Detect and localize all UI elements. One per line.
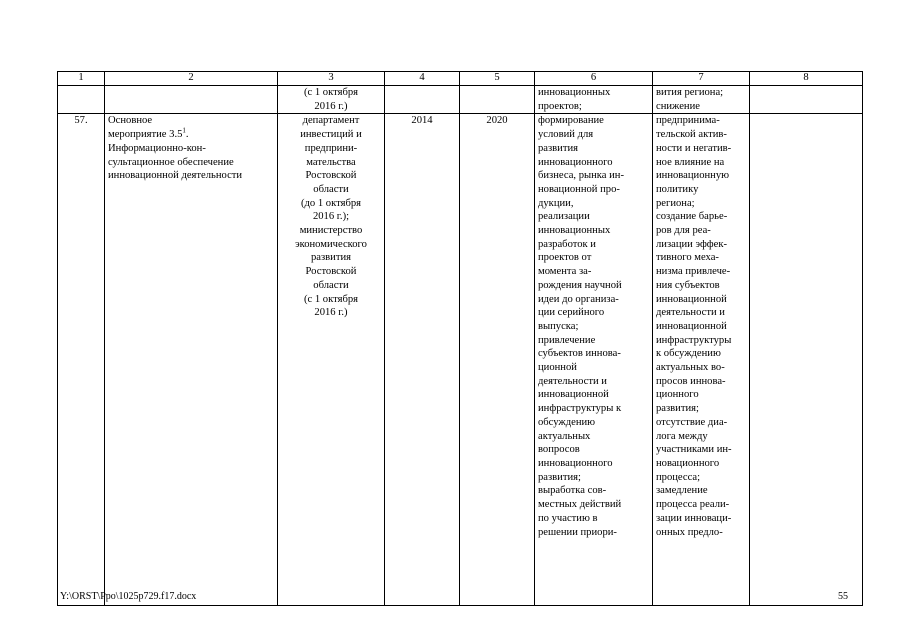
continuation-row [58,86,863,114]
result-line: инновационного [538,156,613,168]
result-line: инфраструктуры к [538,403,622,415]
result-line: выпуска; [538,320,579,332]
consequences-line: ния субъектов [656,279,720,291]
consequences-line: тельской актив- [656,129,727,141]
row-57 [58,114,863,606]
cont-executor-cell [278,86,385,114]
result-line: по участию в [538,512,598,524]
result-line: реализации [538,211,590,223]
result-line: ции серийного [538,307,605,319]
consequences-line: региона; [656,197,695,209]
header-cell-4: 4 [385,72,460,86]
end-year: 2020 [486,115,508,127]
result-line: инновационного [538,457,613,469]
executor-line: департамент [302,115,360,127]
consequences-line: ционного [656,389,699,401]
header-cell-2: 2 [105,72,278,86]
consequences-line: новационного [656,457,720,469]
consequences-line: инновационной [656,293,727,305]
executor-line: мательства [306,156,356,168]
cont-name-cell [105,86,278,114]
consequences-line: тивного меха- [656,252,719,264]
result-line: решении приори- [538,526,617,538]
cont-consequences-line: вития региона; [656,87,724,98]
consequences-line: деятельности и [656,307,725,319]
footer-file-path: Y:\ORST\Ppo\1025p729.f17.docx [60,591,197,602]
cont-result-line: инновационных [538,87,611,98]
result-line: местных действий [538,499,622,511]
measure-name-line: инновационной деятельности [108,170,243,182]
measure-name-line-sup [108,128,274,142]
consequences-line: онных предло- [656,526,723,538]
result-line: выработка сов- [538,485,607,497]
cont-num-cell [58,86,105,114]
result-line: ционной [538,362,577,374]
footnote-mark: 1 [182,126,186,135]
result-line: бизнеса, рынка ин- [538,170,624,182]
header-cell-1: 1 [58,72,105,86]
executor-line: развития [310,252,352,264]
result-line: проектов от [538,252,592,264]
measure-name-line: сультационное обеспечение [108,156,234,168]
cont-result-line: проектов; [538,100,582,112]
result-line: идеи до организа- [538,293,619,305]
consequences-line: актуальных во- [656,362,725,374]
consequences-line: просов иннова- [656,375,726,387]
executor-line: Ростовской [305,266,357,278]
executor-line: 2016 г.); [312,211,350,223]
header-cell-8: 8 [750,72,863,86]
start-year: 2014 [411,115,433,127]
cont-result-cell [535,86,653,114]
executor-line: (с 1 октября [303,293,359,305]
start-year-cell [385,114,460,606]
row-number [58,114,105,606]
consequences-line: создание барье- [656,211,728,223]
result-line: формирование [538,115,604,127]
header-cell-5: 5 [460,72,535,86]
executor-line: Ростовской [305,170,357,182]
result-line: деятельности и [538,375,607,387]
cont-end-cell [460,86,535,114]
row-number-text: 57. [74,115,88,127]
consequences-line: развития; [656,403,699,415]
measure-name-suffix: . [185,129,189,141]
header-cell-6: 6 [535,72,653,86]
executor-line: 2016 г.) [314,307,348,319]
consequences-line: к обсуждению [656,348,721,360]
result-line: субъектов иннова- [538,348,621,360]
measure-name-line: Основное [108,115,153,127]
consequences-line: зации инноваци- [656,512,732,524]
consequences-line: процесса; [656,471,701,483]
measure-name-cell [105,114,278,606]
header-cell-7: 7 [653,72,750,86]
col8-cell [750,114,863,606]
result-line: обсуждению [538,416,596,428]
cont-consequences-cell [653,86,750,114]
result-line: условий для [538,129,594,141]
consequences-line: инновационной [656,320,727,332]
consequences-line: участниками ин- [656,444,732,456]
consequences-line: процесса реали- [656,499,730,511]
consequences-line: отсутствие диа- [656,416,728,428]
cont-executor-line: (с 1 октября [303,87,359,98]
result-line: актуальных [538,430,591,442]
executor-line: экономического [295,238,367,250]
result-line: новационной про- [538,183,620,195]
result-line: момента за- [538,266,592,278]
measure-name-text: мероприятие 3.5 [108,129,183,141]
end-year-cell [460,114,535,606]
cont-executor-line: 2016 г.) [314,100,348,112]
consequences-line: лога между [656,430,708,442]
result-line: разработок и [538,238,596,250]
executor-line: министерство [299,225,363,237]
consequences-line: низма привлече- [656,266,731,278]
cont-start-cell [385,86,460,114]
executor-line: предприни- [304,142,358,154]
measure-name-line: Информационно-кон- [108,142,206,154]
page-number: 55 [838,591,848,602]
header-cell-3: 3 [278,72,385,86]
executor-line: инвестиций и [300,129,362,141]
consequences-line: замедление [656,485,708,497]
result-cell [535,114,653,606]
consequences-cell [653,114,750,606]
consequences-line: инфраструктуры [656,334,732,346]
result-line: развития [538,142,579,154]
measures-table [57,71,863,606]
result-line: инновационных [538,225,611,237]
cont-consequences-line: снижение [656,100,700,112]
consequences-line: политику [656,183,699,195]
consequences-line: ров для реа- [656,225,711,237]
result-line: рождения научной [538,279,622,291]
consequences-line: ное влияние на [656,156,725,168]
consequences-line: инновационную [656,170,730,182]
consequences-line: предпринима- [656,115,720,127]
header-row [58,72,863,86]
executor-line: (до 1 октября [300,197,362,209]
consequences-line: ности и негатив- [656,142,732,154]
result-line: вопросов [538,444,580,456]
result-line: дукции, [538,197,574,209]
consequences-line: лизации эффек- [656,238,728,250]
executor-line: области [313,183,349,195]
executor-cell [278,114,385,606]
executor-line: области [313,279,349,291]
cont-col8-cell [750,86,863,114]
result-line: развития; [538,471,581,483]
result-line: инновационной [538,389,609,401]
result-line: привлечение [538,334,596,346]
